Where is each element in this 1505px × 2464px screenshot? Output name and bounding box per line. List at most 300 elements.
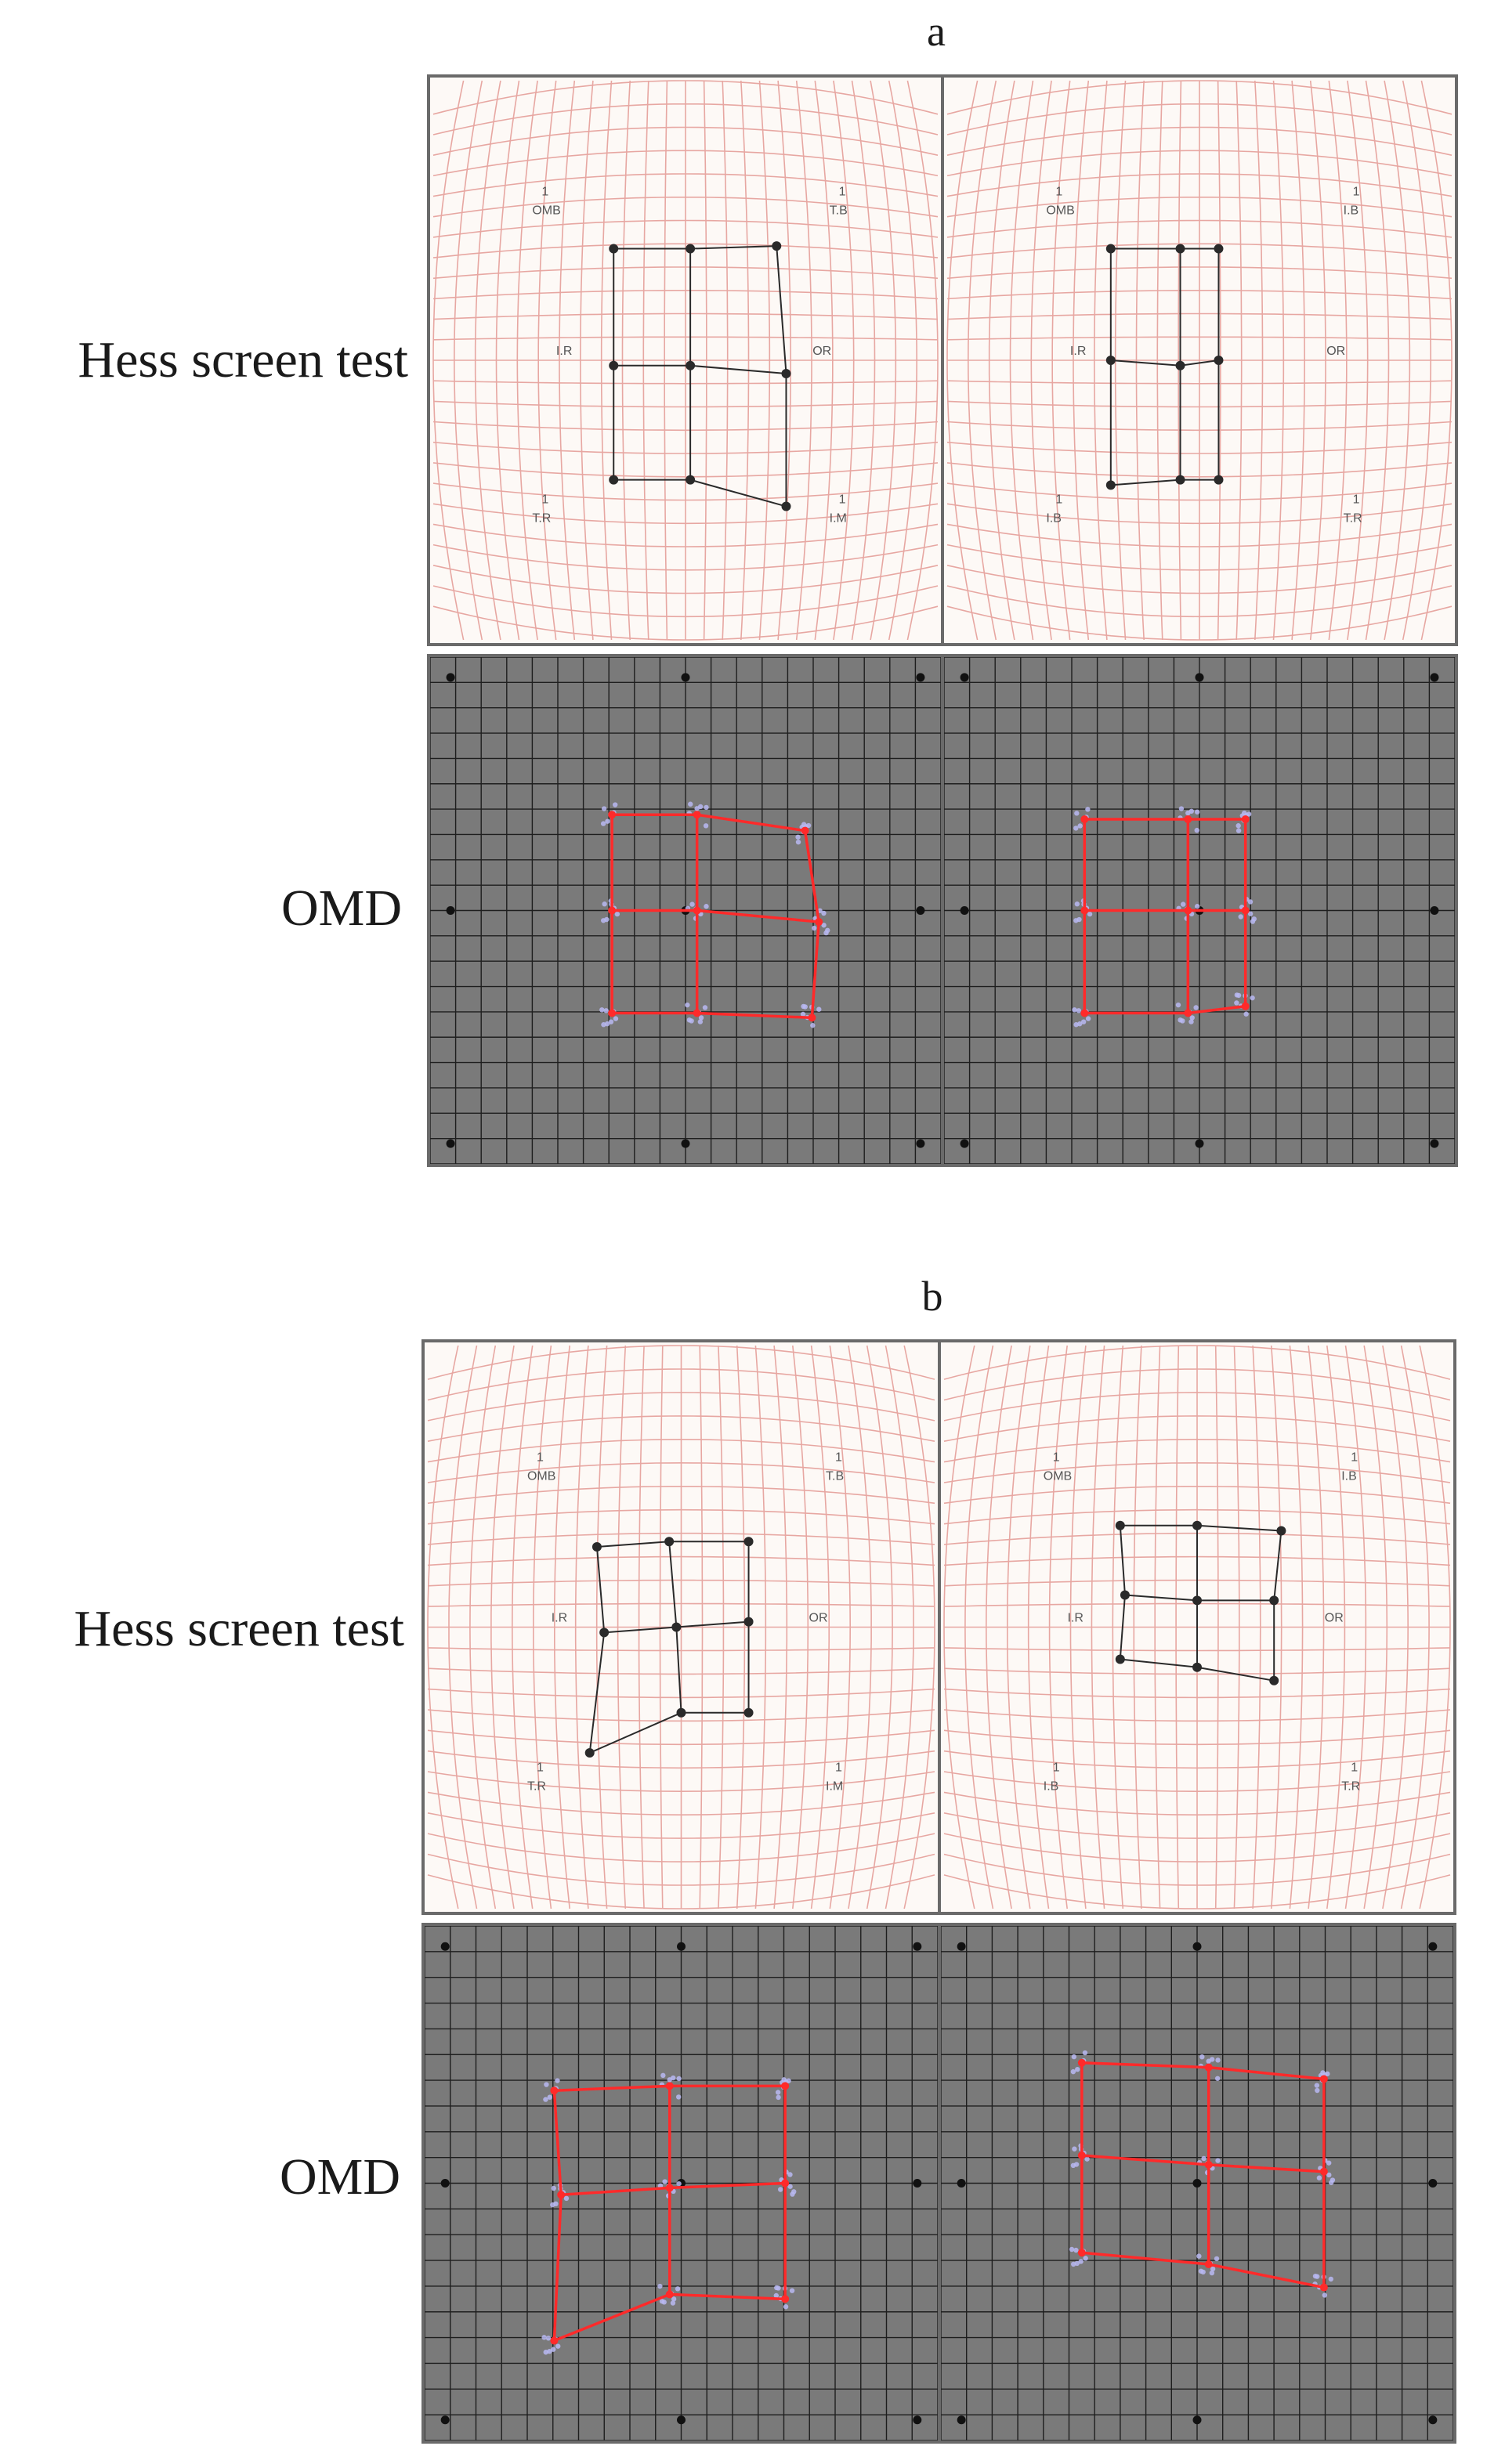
hess-mark-code: I.R xyxy=(555,345,573,359)
row-label-omd-a: OMD xyxy=(280,880,402,937)
hess-mark-code: OMB xyxy=(1046,204,1075,218)
omd-reference-dot xyxy=(1428,2415,1437,2424)
hess-plot-segment xyxy=(597,1547,604,1632)
omd-plot-point xyxy=(608,1010,616,1017)
omd-plot-point xyxy=(693,1010,701,1017)
hess-mark-code: OR xyxy=(809,1611,828,1625)
hess-plot-point xyxy=(1214,356,1223,365)
row-label-omd-b: OMD xyxy=(279,2148,400,2206)
omd-scatter-point xyxy=(1073,2248,1078,2253)
row-label-hess-a: Hess screen test xyxy=(78,331,408,388)
omd-plot-point xyxy=(608,811,616,818)
omd-plot-point xyxy=(1320,2075,1328,2083)
panel-letter-b: b xyxy=(921,1273,943,1320)
hess-mark-code: I.B xyxy=(1043,1779,1059,1794)
omd-plot-point xyxy=(1242,907,1250,915)
omd-reference-dot xyxy=(1428,2179,1437,2188)
hess-mark-code: T.R xyxy=(1343,511,1362,526)
hess-mark-num: 1 xyxy=(541,185,549,199)
hess-mark-code: OMB xyxy=(1043,1469,1073,1483)
hess-plot-point xyxy=(609,244,618,254)
omd-scatter-point xyxy=(776,2095,780,2100)
omd-scatter-point xyxy=(552,2186,556,2191)
hess-mark-num: 1 xyxy=(536,1761,544,1775)
omd-scatter-point xyxy=(1074,2162,1079,2166)
hess-plot-point xyxy=(1214,244,1223,254)
omd-scatter-point xyxy=(1075,2067,1080,2072)
omd-scatter-point xyxy=(816,1007,821,1012)
omd-chart-b-right xyxy=(938,1923,1456,2444)
omd-scatter-point xyxy=(776,2090,780,2094)
hess-plot-point xyxy=(686,244,695,254)
omd-reference-dot xyxy=(957,2179,966,2188)
omd-reference-dot xyxy=(682,673,690,681)
omd-plot-point xyxy=(1080,907,1088,915)
omd-reference-dot xyxy=(682,1140,690,1148)
hess-plot-segment xyxy=(690,366,786,374)
hess-mark-num: 1 xyxy=(1352,185,1360,199)
omd-plot-point xyxy=(1184,1010,1192,1017)
omd-scatter-point xyxy=(790,2288,794,2292)
hess-mark-code: I.B xyxy=(1341,1469,1357,1483)
omd-scatter-point xyxy=(548,2094,552,2099)
omd-reference-dot xyxy=(447,1140,455,1148)
hess-plot-point xyxy=(599,1628,609,1637)
omd-reference-dot xyxy=(677,2415,686,2424)
hess-svg xyxy=(944,78,1455,643)
hess-plot-segment xyxy=(1111,360,1181,366)
hess-plot-point xyxy=(609,475,618,485)
omd-scatter-point xyxy=(675,2286,680,2291)
hess-plot-point xyxy=(686,361,695,370)
hess-plot-segment xyxy=(1111,480,1181,486)
omd-scatter-point xyxy=(704,904,708,909)
omd-scatter-point xyxy=(801,1004,805,1009)
hess-chart-a-right xyxy=(941,74,1458,646)
hess-mark-num: 1 xyxy=(1351,1761,1358,1775)
omd-reference-dot xyxy=(961,1140,969,1148)
omd-scatter-point xyxy=(1072,2147,1076,2151)
row-label-hess-b: Hess screen test xyxy=(74,1600,404,1657)
hess-mark-num: 1 xyxy=(1055,185,1063,199)
omd-scatter-point xyxy=(599,1007,604,1012)
hess-mark-code: OR xyxy=(1326,345,1346,359)
omd-scatter-point xyxy=(1199,2054,1204,2059)
omd-scatter-point xyxy=(1236,828,1241,833)
hess-chart-b-right xyxy=(938,1339,1456,1915)
omd-scatter-point xyxy=(1073,1022,1078,1027)
omd-svg xyxy=(430,657,941,1164)
omd-reference-dot xyxy=(961,673,969,681)
omd-scatter-point xyxy=(1234,1000,1239,1005)
hess-plot-point xyxy=(1116,1654,1125,1664)
omd-reference-dot xyxy=(1430,673,1438,681)
omd-plot-point xyxy=(550,2337,558,2345)
omd-scatter-point xyxy=(605,818,610,823)
hess-mark-code: I.R xyxy=(1067,1611,1084,1625)
hess-mark-num: 1 xyxy=(1352,493,1360,507)
omd-scatter-point xyxy=(1195,828,1199,833)
omd-reference-dot xyxy=(447,673,455,681)
omd-reference-dot xyxy=(1428,1942,1437,1951)
omd-scatter-point xyxy=(1181,901,1185,906)
hess-mark-code: I.B xyxy=(1343,204,1359,218)
omd-scatter-point xyxy=(1200,2270,1205,2274)
omd-scatter-point xyxy=(1072,1007,1076,1012)
omd-scatter-point xyxy=(1330,2177,1335,2182)
omd-scatter-point xyxy=(1193,1005,1198,1010)
hess-plot-point xyxy=(1116,1521,1125,1530)
omd-scatter-point xyxy=(778,2187,783,2191)
hess-plot-segment xyxy=(676,1622,748,1628)
omd-reference-dot xyxy=(1196,1140,1204,1148)
omd-plot-point xyxy=(1184,907,1192,915)
omd-plot-point xyxy=(801,827,809,835)
omd-plot-point xyxy=(1080,815,1088,823)
omd-reference-dot xyxy=(913,1942,921,1951)
omd-scatter-point xyxy=(1315,2088,1319,2093)
omd-reference-dot xyxy=(1193,1942,1202,1951)
omd-scatter-point xyxy=(553,2202,558,2206)
omd-reference-dot xyxy=(1193,2415,1202,2424)
hess-mark-code: T.B xyxy=(829,204,848,218)
hess-plot-segment xyxy=(1120,1526,1125,1595)
omd-svg xyxy=(941,1926,1453,2441)
omd-scatter-point xyxy=(604,917,609,922)
hess-grid xyxy=(947,81,1452,640)
hess-mark-num: 1 xyxy=(541,493,549,507)
hess-plot-point xyxy=(671,1623,681,1632)
omd-scatter-point xyxy=(1235,992,1239,997)
hess-plot-segment xyxy=(690,480,786,507)
omd-scatter-point xyxy=(1086,1016,1091,1021)
hess-plot-point xyxy=(1106,480,1116,490)
hess-plot-point xyxy=(1106,356,1116,365)
omd-reference-dot xyxy=(1430,906,1438,915)
omd-scatter-point xyxy=(615,912,620,916)
omd-scatter-point xyxy=(1201,2156,1206,2161)
omd-scatter-point xyxy=(1210,2057,1214,2061)
hess-plot-point xyxy=(677,1708,686,1718)
omd-scatter-point xyxy=(689,901,694,906)
omd-scatter-point xyxy=(688,802,693,807)
omd-plot-point xyxy=(1184,815,1192,823)
omd-scatter-point xyxy=(551,2347,555,2352)
hess-plot-point xyxy=(781,369,790,378)
omd-scatter-point xyxy=(671,2300,675,2305)
omd-scatter-point xyxy=(795,835,800,840)
hess-mark-num: 1 xyxy=(1055,493,1063,507)
hess-mark-code: T.R xyxy=(1341,1779,1361,1794)
omd-reference-dot xyxy=(441,2415,450,2424)
omd-scatter-point xyxy=(825,928,830,933)
hess-mark-code: I.M xyxy=(826,1779,844,1794)
hess-plot-point xyxy=(1176,244,1185,254)
omd-scatter-point xyxy=(1074,811,1079,815)
omd-reference-dot xyxy=(916,673,924,681)
hess-plot-point xyxy=(1269,1595,1279,1605)
omd-scatter-point xyxy=(657,2284,662,2289)
omd-plot-point xyxy=(1320,2284,1328,2292)
hess-mark-num: 1 xyxy=(838,493,846,507)
omd-scatter-point xyxy=(1076,917,1081,922)
hess-plot-segment xyxy=(604,1628,676,1633)
omd-scatter-point xyxy=(796,840,801,844)
hess-mark-num: 1 xyxy=(1052,1761,1060,1775)
hess-mark-code: OMB xyxy=(526,1469,556,1483)
hess-plot-point xyxy=(1176,475,1185,485)
omd-scatter-point xyxy=(1243,1012,1248,1017)
omd-scatter-point xyxy=(1188,1019,1193,1024)
omd-scatter-point xyxy=(1076,1008,1081,1013)
hess-mark-code: OR xyxy=(812,345,832,359)
omd-scatter-point xyxy=(676,2181,681,2186)
omd-scatter-point xyxy=(1250,995,1254,1000)
omd-plot-point xyxy=(1078,2059,1086,2067)
omd-scatter-point xyxy=(1083,2050,1087,2055)
omd-reference-dot xyxy=(957,1942,966,1951)
omd-scatter-point xyxy=(698,1019,703,1024)
omd-scatter-point xyxy=(703,1005,707,1010)
omd-reference-dot xyxy=(957,2415,966,2424)
omd-scatter-point xyxy=(609,1019,613,1024)
hess-plot-segment xyxy=(776,246,786,374)
hess-plot-point xyxy=(1192,1595,1202,1605)
hess-plot-point xyxy=(1106,244,1116,254)
omd-svg xyxy=(944,657,1455,1164)
hess-mark-num: 1 xyxy=(536,1451,544,1465)
hess-mark-code: I.M xyxy=(829,511,847,526)
hess-plot-segment xyxy=(1125,1595,1197,1601)
omd-plot-point xyxy=(608,907,616,915)
hess-plot-point xyxy=(1276,1526,1286,1536)
hess-grid xyxy=(433,81,938,640)
omd-scatter-point xyxy=(1075,901,1080,906)
omd-scatter-point xyxy=(1180,1018,1185,1023)
omd-scatter-point xyxy=(602,806,606,811)
hess-plot-point xyxy=(744,1617,754,1627)
omd-scatter-point xyxy=(676,2076,681,2081)
omd-scatter-point xyxy=(1252,916,1257,921)
hess-plot-point xyxy=(772,241,781,251)
hess-svg xyxy=(425,1342,938,1912)
omd-svg xyxy=(425,1926,938,2441)
omd-plot-point xyxy=(1242,1003,1250,1010)
omd-scatter-point xyxy=(791,2189,796,2194)
hess-chart-a-left xyxy=(427,74,944,646)
omd-scatter-point xyxy=(1083,2256,1087,2260)
omd-scatter-point xyxy=(671,2076,675,2080)
omd-reference-dot xyxy=(677,1942,686,1951)
omd-scatter-point xyxy=(555,2343,560,2348)
omd-scatter-point xyxy=(1179,806,1184,811)
panel-letter-a: a xyxy=(927,8,946,55)
omd-plot-point xyxy=(1320,2168,1328,2176)
omd-scatter-point xyxy=(555,2078,559,2083)
omd-scatter-point xyxy=(660,2073,665,2078)
omd-scatter-point xyxy=(604,1008,609,1013)
omd-scatter-point xyxy=(676,2094,681,2099)
hess-plot-point xyxy=(781,502,790,511)
omd-scatter-point xyxy=(783,2304,788,2309)
omd-scatter-point xyxy=(1081,1019,1086,1024)
hess-mark-num: 1 xyxy=(835,1761,842,1775)
omd-scatter-point xyxy=(1176,1003,1181,1007)
omd-scatter-point xyxy=(544,2082,548,2086)
omd-scatter-point xyxy=(774,2285,779,2290)
hess-mark-code: T.B xyxy=(826,1469,845,1483)
hess-mark-num: 1 xyxy=(1351,1451,1358,1465)
hess-svg xyxy=(430,78,941,643)
omd-reference-dot xyxy=(961,906,969,915)
omd-scatter-point xyxy=(1087,912,1092,916)
hess-plot-point xyxy=(592,1542,602,1552)
omd-scatter-point xyxy=(704,805,708,810)
omd-plot-point xyxy=(1242,815,1250,823)
omd-scatter-point xyxy=(601,1022,606,1027)
omd-scatter-point xyxy=(1072,2054,1076,2059)
omd-plot-point xyxy=(1080,1010,1088,1017)
omd-scatter-point xyxy=(1189,809,1194,814)
hess-plot-segment xyxy=(690,246,776,248)
hess-plot-point xyxy=(744,1537,754,1546)
omd-reference-dot xyxy=(441,2179,450,2188)
omd-reference-dot xyxy=(441,1942,450,1951)
omd-scatter-point xyxy=(698,804,703,809)
omd-scatter-point xyxy=(1195,904,1199,909)
omd-scatter-point xyxy=(1215,2076,1220,2081)
omd-scatter-point xyxy=(1317,2176,1322,2180)
hess-plot-point xyxy=(744,1708,754,1718)
omd-scatter-point xyxy=(544,2350,548,2354)
omd-plot-point xyxy=(557,2191,565,2198)
omd-reference-dot xyxy=(1193,2179,1202,2188)
omd-scatter-point xyxy=(1196,2253,1201,2258)
hess-plot-point xyxy=(1176,361,1185,370)
hess-plot-point xyxy=(686,475,695,485)
omd-plot-point xyxy=(666,2082,674,2090)
omd-scatter-point xyxy=(1210,2271,1214,2275)
hess-plot-point xyxy=(585,1748,595,1758)
omd-plot-point xyxy=(693,907,701,915)
hess-chart-b-left xyxy=(421,1339,941,1915)
omd-scatter-point xyxy=(1315,2083,1319,2087)
omd-scatter-point xyxy=(1313,2274,1318,2278)
hess-plot-segment xyxy=(590,1713,682,1753)
omd-scatter-point xyxy=(1215,2058,1220,2062)
omd-plot-point xyxy=(1078,2249,1086,2256)
omd-plot-point xyxy=(781,2180,789,2188)
omd-reference-dot xyxy=(447,906,455,915)
hess-plot-point xyxy=(609,361,618,370)
omd-scatter-point xyxy=(1322,2292,1327,2297)
hess-plot-point xyxy=(1120,1591,1130,1600)
omd-scatter-point xyxy=(1195,810,1199,815)
omd-plot-point xyxy=(815,918,823,926)
hess-plot-segment xyxy=(669,1541,676,1627)
hess-plot-point xyxy=(664,1537,674,1546)
omd-plot-point xyxy=(808,1013,816,1021)
omd-scatter-point xyxy=(810,1023,815,1028)
hess-mark-code: I.R xyxy=(1069,345,1087,359)
omd-scatter-point xyxy=(1069,2247,1074,2252)
omd-reference-dot xyxy=(913,2179,921,2188)
hess-mark-num: 1 xyxy=(1052,1451,1060,1465)
hess-mark-code: I.R xyxy=(551,1611,568,1625)
omd-scatter-point xyxy=(812,926,816,930)
omd-reference-dot xyxy=(913,2415,921,2424)
omd-chart-b-left xyxy=(421,1923,941,2444)
omd-scatter-point xyxy=(1085,807,1090,811)
omd-reference-dot xyxy=(1430,1140,1438,1148)
hess-plot-segment xyxy=(676,1628,681,1713)
omd-scatter-point xyxy=(602,901,606,906)
omd-plot-point xyxy=(666,2184,674,2191)
hess-mark-num: 1 xyxy=(835,1451,842,1465)
omd-scatter-point xyxy=(1071,2262,1076,2267)
omd-scatter-point xyxy=(662,2300,667,2304)
omd-plot-point xyxy=(781,2295,789,2303)
omd-scatter-point xyxy=(689,1018,693,1023)
omd-scatter-point xyxy=(1214,2256,1219,2261)
omd-scatter-point xyxy=(1215,2158,1220,2162)
omd-scatter-point xyxy=(1077,823,1082,828)
hess-mark-code: T.R xyxy=(526,1779,546,1794)
omd-plot-point xyxy=(781,2082,789,2090)
hess-plot-point xyxy=(1214,475,1223,485)
hess-plot-lines xyxy=(1111,249,1219,486)
omd-scatter-point xyxy=(1079,2259,1084,2263)
omd-scatter-point xyxy=(662,2179,667,2184)
hess-mark-code: OMB xyxy=(532,204,561,218)
omd-scatter-point xyxy=(1235,823,1240,828)
omd-chart-a-left xyxy=(427,654,944,1167)
omd-scatter-point xyxy=(613,1016,618,1021)
hess-svg xyxy=(941,1342,1453,1912)
hess-mark-num: 1 xyxy=(838,185,846,199)
omd-plot-point xyxy=(1205,2161,1213,2169)
hess-mark-code: T.R xyxy=(532,511,552,526)
omd-scatter-point xyxy=(564,2196,569,2201)
omd-scatter-point xyxy=(685,1003,689,1007)
hess-plot-segment xyxy=(597,1541,669,1547)
omd-plot-point xyxy=(1205,2260,1213,2268)
omd-plot-point xyxy=(1205,2064,1213,2072)
omd-chart-a-right xyxy=(941,654,1458,1167)
hess-mark-code: OR xyxy=(1324,1611,1344,1625)
omd-reference-dot xyxy=(1196,673,1204,681)
hess-plot-segment xyxy=(1274,1531,1281,1601)
omd-plot-point xyxy=(550,2086,558,2094)
hess-plot-point xyxy=(1192,1521,1202,1530)
omd-plot-point xyxy=(1078,2151,1086,2159)
hess-mark-code: I.B xyxy=(1046,511,1062,526)
hess-plot-point xyxy=(1269,1676,1279,1685)
omd-reference-dot xyxy=(916,1140,924,1148)
omd-reference-dot xyxy=(916,906,924,915)
omd-plot-point xyxy=(666,2290,674,2298)
hess-plot-lines xyxy=(613,246,786,506)
omd-scatter-point xyxy=(613,802,617,807)
omd-plot-point xyxy=(693,811,701,818)
omd-scatter-point xyxy=(1329,2277,1333,2282)
omd-scatter-point xyxy=(704,823,708,828)
hess-plot-point xyxy=(1192,1663,1202,1672)
omd-scatter-point xyxy=(541,2335,546,2339)
omd-scatter-point xyxy=(546,2336,551,2340)
hess-plot-segment xyxy=(1120,1659,1197,1667)
omd-scatter-point xyxy=(1239,914,1243,919)
